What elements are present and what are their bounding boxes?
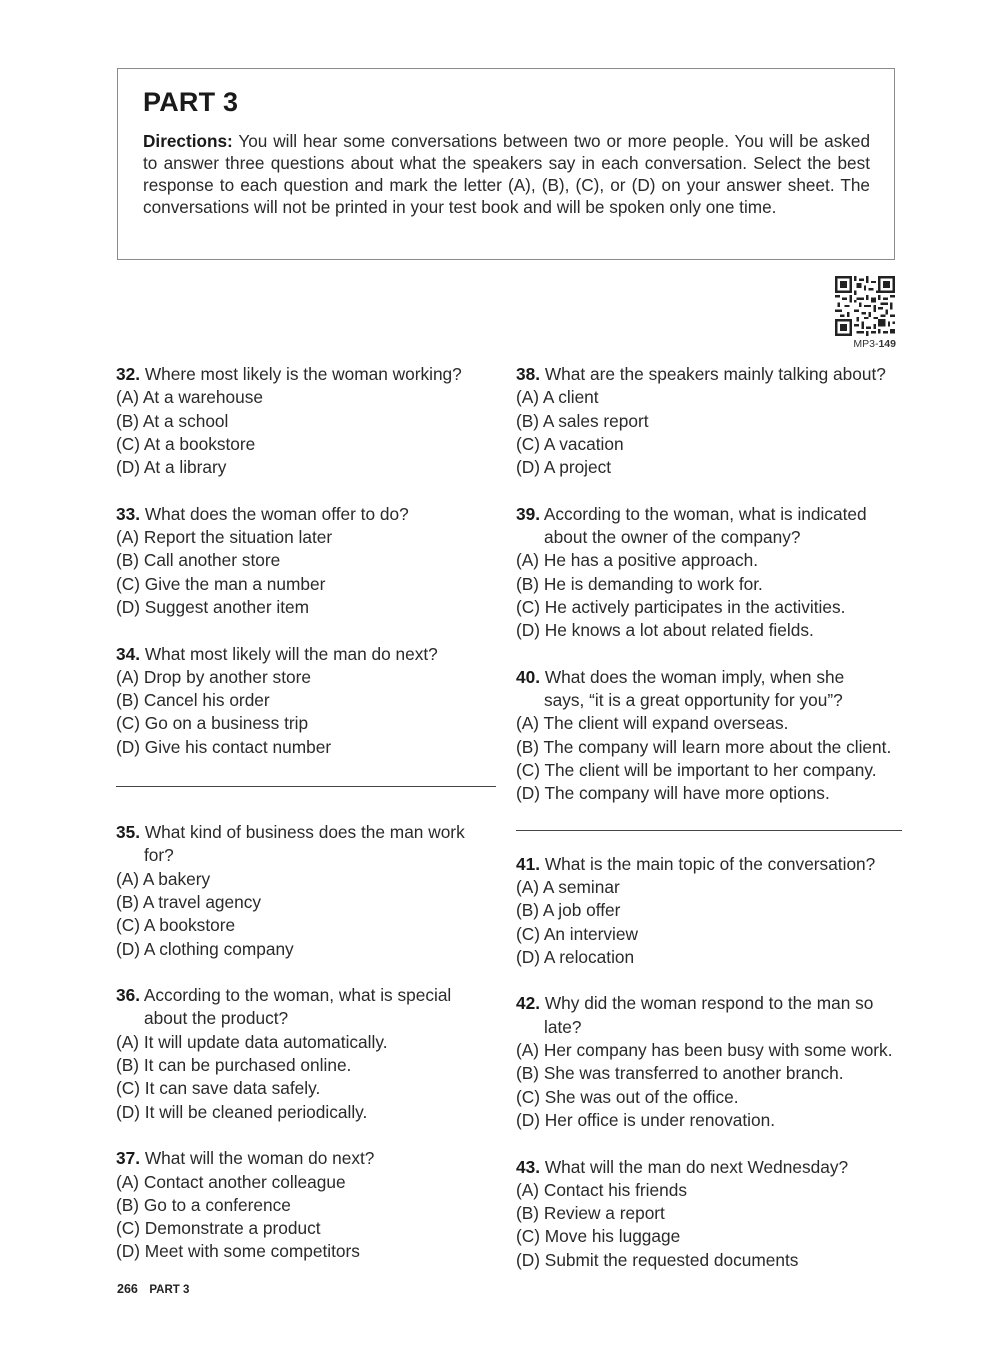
group-divider: [516, 830, 902, 831]
question-stem: 32. Where most likely is the woman working?: [116, 364, 462, 384]
option-b: (B) Go to a conference: [116, 1194, 291, 1215]
option-d: (D) Submit the requested documents: [516, 1249, 799, 1270]
page-number: 266: [117, 1282, 138, 1296]
question-stem: 34. What most likely will the man do next?: [116, 643, 438, 664]
option-c: (C) Move his luggage: [516, 1226, 681, 1247]
question-39: [516, 503, 902, 643]
option-b: (B) At a school: [116, 410, 229, 431]
option-b: (B) Review a report: [516, 1203, 665, 1224]
option-a: (A) A bakery: [116, 868, 211, 889]
question-stem: 42. Why did the woman respond to the man so late?: [516, 993, 874, 1037]
option-b: (B) It can be purchased online.: [116, 1055, 352, 1076]
option-d: (D) He knows a lot about related fields.: [516, 620, 814, 641]
question-32: [116, 363, 496, 479]
question-stem: 40. What does the woman imply, when she says, “it is a great opportunity for you”?: [516, 666, 845, 711]
questions-right-column: [516, 363, 902, 1272]
option-a: (A) Contact another colleague: [116, 1171, 346, 1192]
option-a: (A) Report the situation later: [116, 527, 333, 548]
directions-paragraph: [143, 130, 870, 218]
option-b: (B) The company will learn more about the client.: [516, 736, 892, 757]
question-stem: 37. What will the woman do next?: [116, 1148, 375, 1169]
option-a: (A) He has a positive approach.: [516, 550, 759, 571]
option-d: (D) A relocation: [516, 946, 635, 967]
option-b: (B) A travel agency: [116, 891, 262, 912]
option-d: (D) The company will have more options.: [516, 783, 830, 804]
option-c: (C) It can save data safely.: [116, 1078, 321, 1099]
option-c: (C) He actively participates in the activities.: [516, 596, 846, 617]
question-40: [516, 666, 902, 806]
option-d: (D) A project: [516, 457, 612, 478]
question-41: [516, 853, 902, 969]
option-d: (D) Her office is under renovation.: [516, 1109, 776, 1130]
qr-code-icon[interactable]: [835, 276, 895, 336]
audio-qr-block: [835, 276, 897, 350]
question-stem: 36. According to the woman, what is special about the product?: [116, 985, 452, 1029]
question-34: [116, 643, 496, 759]
option-a: (A) A seminar: [516, 876, 620, 897]
group-divider: [116, 786, 496, 787]
option-a: (A) It will update data automatically.: [116, 1031, 388, 1052]
question-38: [516, 363, 902, 479]
option-c: (C) Go on a business trip: [116, 713, 309, 734]
option-c: (C) She was out of the office.: [516, 1086, 739, 1107]
option-c: (C) At a bookstore: [116, 433, 256, 454]
option-b: (B) Cancel his order: [116, 690, 270, 711]
directions-text: You will hear some conversations between two or more people. You will be asked to answer three questions about what the speakers say in each conversation. Select the best response to each question and mark the letter (A), (B), (C), or (D) on your answer sheet. The conversations will not be printed in your test book and will be spoken only one time.: [143, 131, 870, 217]
question-stem: 41. What is the main topic of the conversation?: [516, 853, 876, 874]
question-35: [116, 821, 496, 961]
question-stem: 33. What does the woman offer to do?: [116, 503, 409, 524]
option-c: (C) An interview: [516, 923, 638, 944]
directions-label: Directions:: [143, 131, 233, 151]
question-stem: 38. What are the speakers mainly talking about?: [516, 364, 886, 384]
question-43: [516, 1156, 902, 1272]
page-footer: [117, 1282, 189, 1296]
option-c: (C) A bookstore: [116, 915, 236, 936]
option-b: (B) Call another store: [116, 550, 281, 571]
question-33: [116, 503, 496, 619]
option-c: (C) Demonstrate a product: [116, 1218, 321, 1239]
question-36: [116, 984, 496, 1124]
question-stem: 43. What will the man do next Wednesday?: [516, 1156, 849, 1177]
question-stem: 39. According to the woman, what is indicated about the owner of the company?: [516, 503, 867, 548]
option-a: (A) A client: [516, 387, 599, 408]
option-d: (D) A clothing company: [116, 938, 294, 959]
question-37: [116, 1147, 496, 1263]
option-c: (C) A vacation: [516, 433, 624, 454]
option-a: (A) The client will expand overseas.: [516, 713, 789, 734]
option-b: (B) He is demanding to work for.: [516, 573, 763, 594]
option-d: (D) It will be cleaned periodically.: [116, 1101, 368, 1122]
option-a: (A) At a warehouse: [116, 387, 263, 408]
option-a: (A) Contact his friends: [516, 1179, 687, 1200]
option-c: (C) The client will be important to her company.: [516, 760, 877, 781]
footer-section-label: PART 3: [149, 1284, 190, 1296]
question-stem: 35. What kind of business does the man work for?: [116, 822, 465, 866]
option-d: (D) At a library: [116, 457, 227, 478]
option-d: (D) Give his contact number: [116, 736, 332, 757]
option-c: (C) Give the man a number: [116, 573, 326, 594]
mp3-track-label: MP3-149: [853, 338, 896, 350]
part-title: PART 3: [143, 87, 239, 117]
option-b: (B) A job offer: [516, 900, 621, 921]
option-b: (B) She was transferred to another branch.: [516, 1063, 844, 1084]
option-d: (D) Meet with some competitors: [116, 1241, 360, 1262]
option-a: (A) Drop by another store: [116, 666, 311, 687]
question-42: [516, 992, 902, 1132]
option-a: (A) Her company has been busy with some work.: [516, 1040, 893, 1061]
option-b: (B) A sales report: [516, 410, 649, 431]
option-d: (D) Suggest another item: [116, 596, 310, 617]
questions-left-column: [116, 363, 496, 1264]
directions-box: [117, 68, 895, 260]
